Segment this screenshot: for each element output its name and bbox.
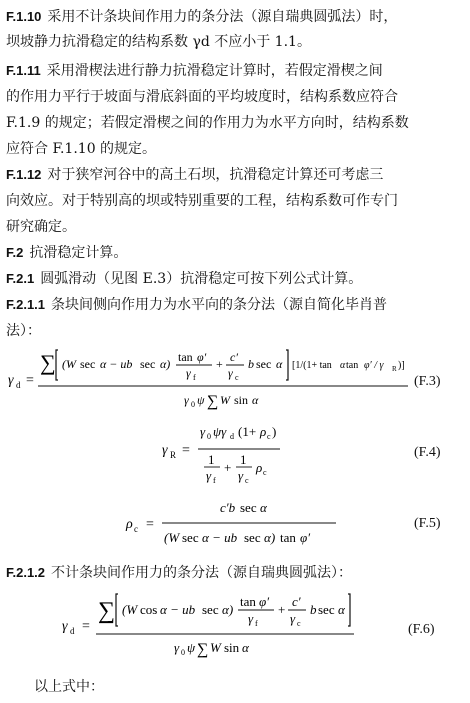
svg-text:γ: γ <box>238 468 244 483</box>
svg-text:ψ: ψ <box>197 393 205 407</box>
svg-text:α − ub: α − ub <box>100 357 133 371</box>
clause-number: F.2.1 <box>6 271 35 286</box>
svg-text:α: α <box>252 393 259 407</box>
paragraph-f1-11-line4: 应符合 F.1.10 的规定。 <box>6 141 157 157</box>
svg-text:(W: (W <box>62 357 76 371</box>
svg-text:d: d <box>16 380 21 390</box>
section-number: F.2 <box>6 245 24 260</box>
svg-text:γ: γ <box>290 611 296 626</box>
svg-text:f: f <box>255 619 258 628</box>
svg-text:+: + <box>224 460 232 475</box>
svg-text:α − ub: α − ub <box>160 602 196 617</box>
clause-number: F.1.12 <box>6 167 42 182</box>
svg-text:ψγ: ψγ <box>213 424 227 439</box>
svg-text:α): α) <box>160 357 171 371</box>
svg-text:ρ: ρ <box>126 517 133 532</box>
svg-text:(1+: (1+ <box>238 424 257 439</box>
svg-text:φ′: φ′ <box>259 594 270 609</box>
svg-text:sec: sec <box>256 357 272 371</box>
svg-text:c: c <box>245 476 249 485</box>
paragraph-f1-10-line2: 坝坡静力抗滑稳定的结构系数 γd 不应小于 1.1。 <box>6 34 311 50</box>
svg-text:c: c <box>235 373 239 382</box>
svg-text:1: 1 <box>240 452 247 467</box>
svg-text:sec: sec <box>80 357 96 371</box>
svg-text:=: = <box>146 517 154 532</box>
svg-text:c′: c′ <box>230 350 238 364</box>
svg-text:γ: γ <box>248 611 254 626</box>
svg-text:φ′ / γ: φ′ / γ <box>364 360 384 371</box>
svg-text:γ: γ <box>200 424 206 439</box>
paragraph-f1-11-line2: 的作用力平行于坡面与滑底斜面的平均坡度时，结构系数应符合 <box>6 89 398 105</box>
paragraph-text: 对于狭窄河谷中的高土石坝，抗滑稳定计算还可考虑三 <box>47 167 384 183</box>
svg-text:∑: ∑ <box>40 350 56 375</box>
svg-text:c: c <box>263 468 267 477</box>
paragraph-f1-12 <box>6 162 464 188</box>
paragraph-f2-1 <box>6 266 464 292</box>
svg-text:tan: tan <box>346 360 359 371</box>
svg-text:ρ: ρ <box>256 460 263 475</box>
svg-text:R: R <box>392 365 397 373</box>
equation-f3 <box>6 344 464 416</box>
svg-text:b: b <box>310 602 317 617</box>
paragraph-f1-12-line3: 研究确定。 <box>6 219 76 235</box>
svg-text:ψ: ψ <box>187 640 196 655</box>
paragraph-f2-1-1 <box>6 292 464 318</box>
svg-text:ρ: ρ <box>260 424 267 439</box>
svg-text:0: 0 <box>181 648 185 657</box>
svg-text:d: d <box>70 626 75 636</box>
svg-text:0: 0 <box>207 432 211 441</box>
paragraph-f1-11-line3: F.1.9 的规定；若假定滑楔之间的作用力为水平方向时，结构系数 <box>6 115 409 131</box>
svg-text:α): α) <box>264 530 276 545</box>
svg-text:sec: sec <box>140 357 156 371</box>
svg-text:sec: sec <box>240 500 257 515</box>
svg-text:α: α <box>260 500 267 515</box>
svg-text:∑: ∑ <box>98 598 116 624</box>
svg-text:∑: ∑ <box>197 641 209 658</box>
svg-text:b: b <box>248 357 254 371</box>
equation-number-f4: (F.4) <box>414 445 441 460</box>
svg-text:γ: γ <box>186 366 191 380</box>
paragraph-f2-1-2 <box>6 560 464 586</box>
svg-text:∑: ∑ <box>207 393 219 410</box>
svg-text:γ: γ <box>206 468 212 483</box>
section-title: 抗滑稳定计算。 <box>29 245 128 261</box>
svg-text:(W: (W <box>122 602 138 617</box>
svg-text:+: + <box>216 357 223 371</box>
paragraph-f2-1-1-line2: 法）： <box>6 323 41 339</box>
equation-number-f6: (F.6) <box>408 622 435 637</box>
svg-text:)]: )] <box>398 360 405 371</box>
svg-text:cos: cos <box>140 602 158 617</box>
svg-text:+: + <box>278 602 286 617</box>
svg-text:sec: sec <box>318 602 335 617</box>
svg-text:sec: sec <box>182 530 199 545</box>
svg-text:γ: γ <box>62 619 68 634</box>
svg-text:0: 0 <box>191 400 195 409</box>
svg-text:γ: γ <box>184 393 189 407</box>
svg-text:c: c <box>297 619 301 628</box>
equation-f5 <box>124 494 384 556</box>
svg-text:α: α <box>242 640 249 655</box>
svg-text:[1/(1+ tan: [1/(1+ tan <box>292 360 332 371</box>
svg-text:c: c <box>267 432 271 441</box>
clause-number: F.2.1.2 <box>6 565 46 580</box>
svg-text:α: α <box>338 602 345 617</box>
svg-text:c′: c′ <box>292 594 301 609</box>
closing-text: 以上式中： <box>34 679 104 695</box>
svg-text:=: = <box>26 373 34 388</box>
svg-text:sec: sec <box>202 602 219 617</box>
svg-text:α: α <box>276 357 283 371</box>
section-f2 <box>6 240 464 266</box>
svg-text:f: f <box>193 373 196 382</box>
equation-number-f3: (F.3) <box>414 374 441 389</box>
svg-text:1: 1 <box>208 452 215 467</box>
svg-text:γ: γ <box>228 366 233 380</box>
paragraph-text: 圆弧滑动（见图 E.3）抗滑稳定可按下列公式计算。 <box>40 271 363 287</box>
svg-text:tan: tan <box>240 594 256 609</box>
paragraph-text: 不计条块间作用力的条分法（源自瑞典圆弧法）： <box>51 565 353 581</box>
svg-text:c: c <box>134 524 138 534</box>
svg-text:=: = <box>82 619 90 634</box>
paragraph-text: 采用滑楔法进行静力抗滑稳定计算时，若假定滑楔之间 <box>46 63 383 79</box>
svg-text:R: R <box>170 450 177 460</box>
equation-f4 <box>160 418 320 490</box>
svg-text:sin: sin <box>234 393 249 407</box>
equation-number-f5: (F.5) <box>414 516 441 531</box>
svg-text:d: d <box>230 432 234 441</box>
svg-text:γ: γ <box>8 373 14 388</box>
svg-text:f: f <box>213 476 216 485</box>
svg-text:tan: tan <box>280 530 296 545</box>
paragraph-f1-12-line2: 向效应。对于特别高的坝或特别重要的工程，结构系数可作专门 <box>6 193 398 209</box>
svg-text:γ: γ <box>174 640 180 655</box>
svg-text:α: α <box>340 360 346 371</box>
svg-text:W: W <box>220 393 230 407</box>
svg-text:c′b: c′b <box>220 500 236 515</box>
equation-f6 <box>60 588 400 662</box>
clause-number: F.1.11 <box>6 63 41 78</box>
svg-text:φ′: φ′ <box>300 530 311 545</box>
paragraph-text: 采用不计条块间作用力的条分法（源自瑞典圆弧法）时， <box>47 9 398 25</box>
clause-number: F.1.10 <box>6 9 42 24</box>
clause-number: F.2.1.1 <box>6 297 46 312</box>
paragraph-f1-10 <box>6 4 464 30</box>
svg-text:φ′: φ′ <box>197 350 207 364</box>
svg-text:=: = <box>182 443 190 458</box>
svg-text:sin: sin <box>224 640 240 655</box>
svg-text:sec: sec <box>244 530 261 545</box>
svg-text:α − ub: α − ub <box>202 530 238 545</box>
svg-text:α): α) <box>222 602 234 617</box>
paragraph-text: 条块间侧向作用力为水平向的条分法（源自简化毕肖普 <box>51 297 388 313</box>
svg-text:tan: tan <box>178 350 193 364</box>
paragraph-f1-11 <box>6 58 464 84</box>
svg-text:): ) <box>272 424 277 439</box>
svg-text:γ: γ <box>162 443 168 458</box>
svg-text:W: W <box>210 640 221 655</box>
svg-text:(W: (W <box>164 530 180 545</box>
